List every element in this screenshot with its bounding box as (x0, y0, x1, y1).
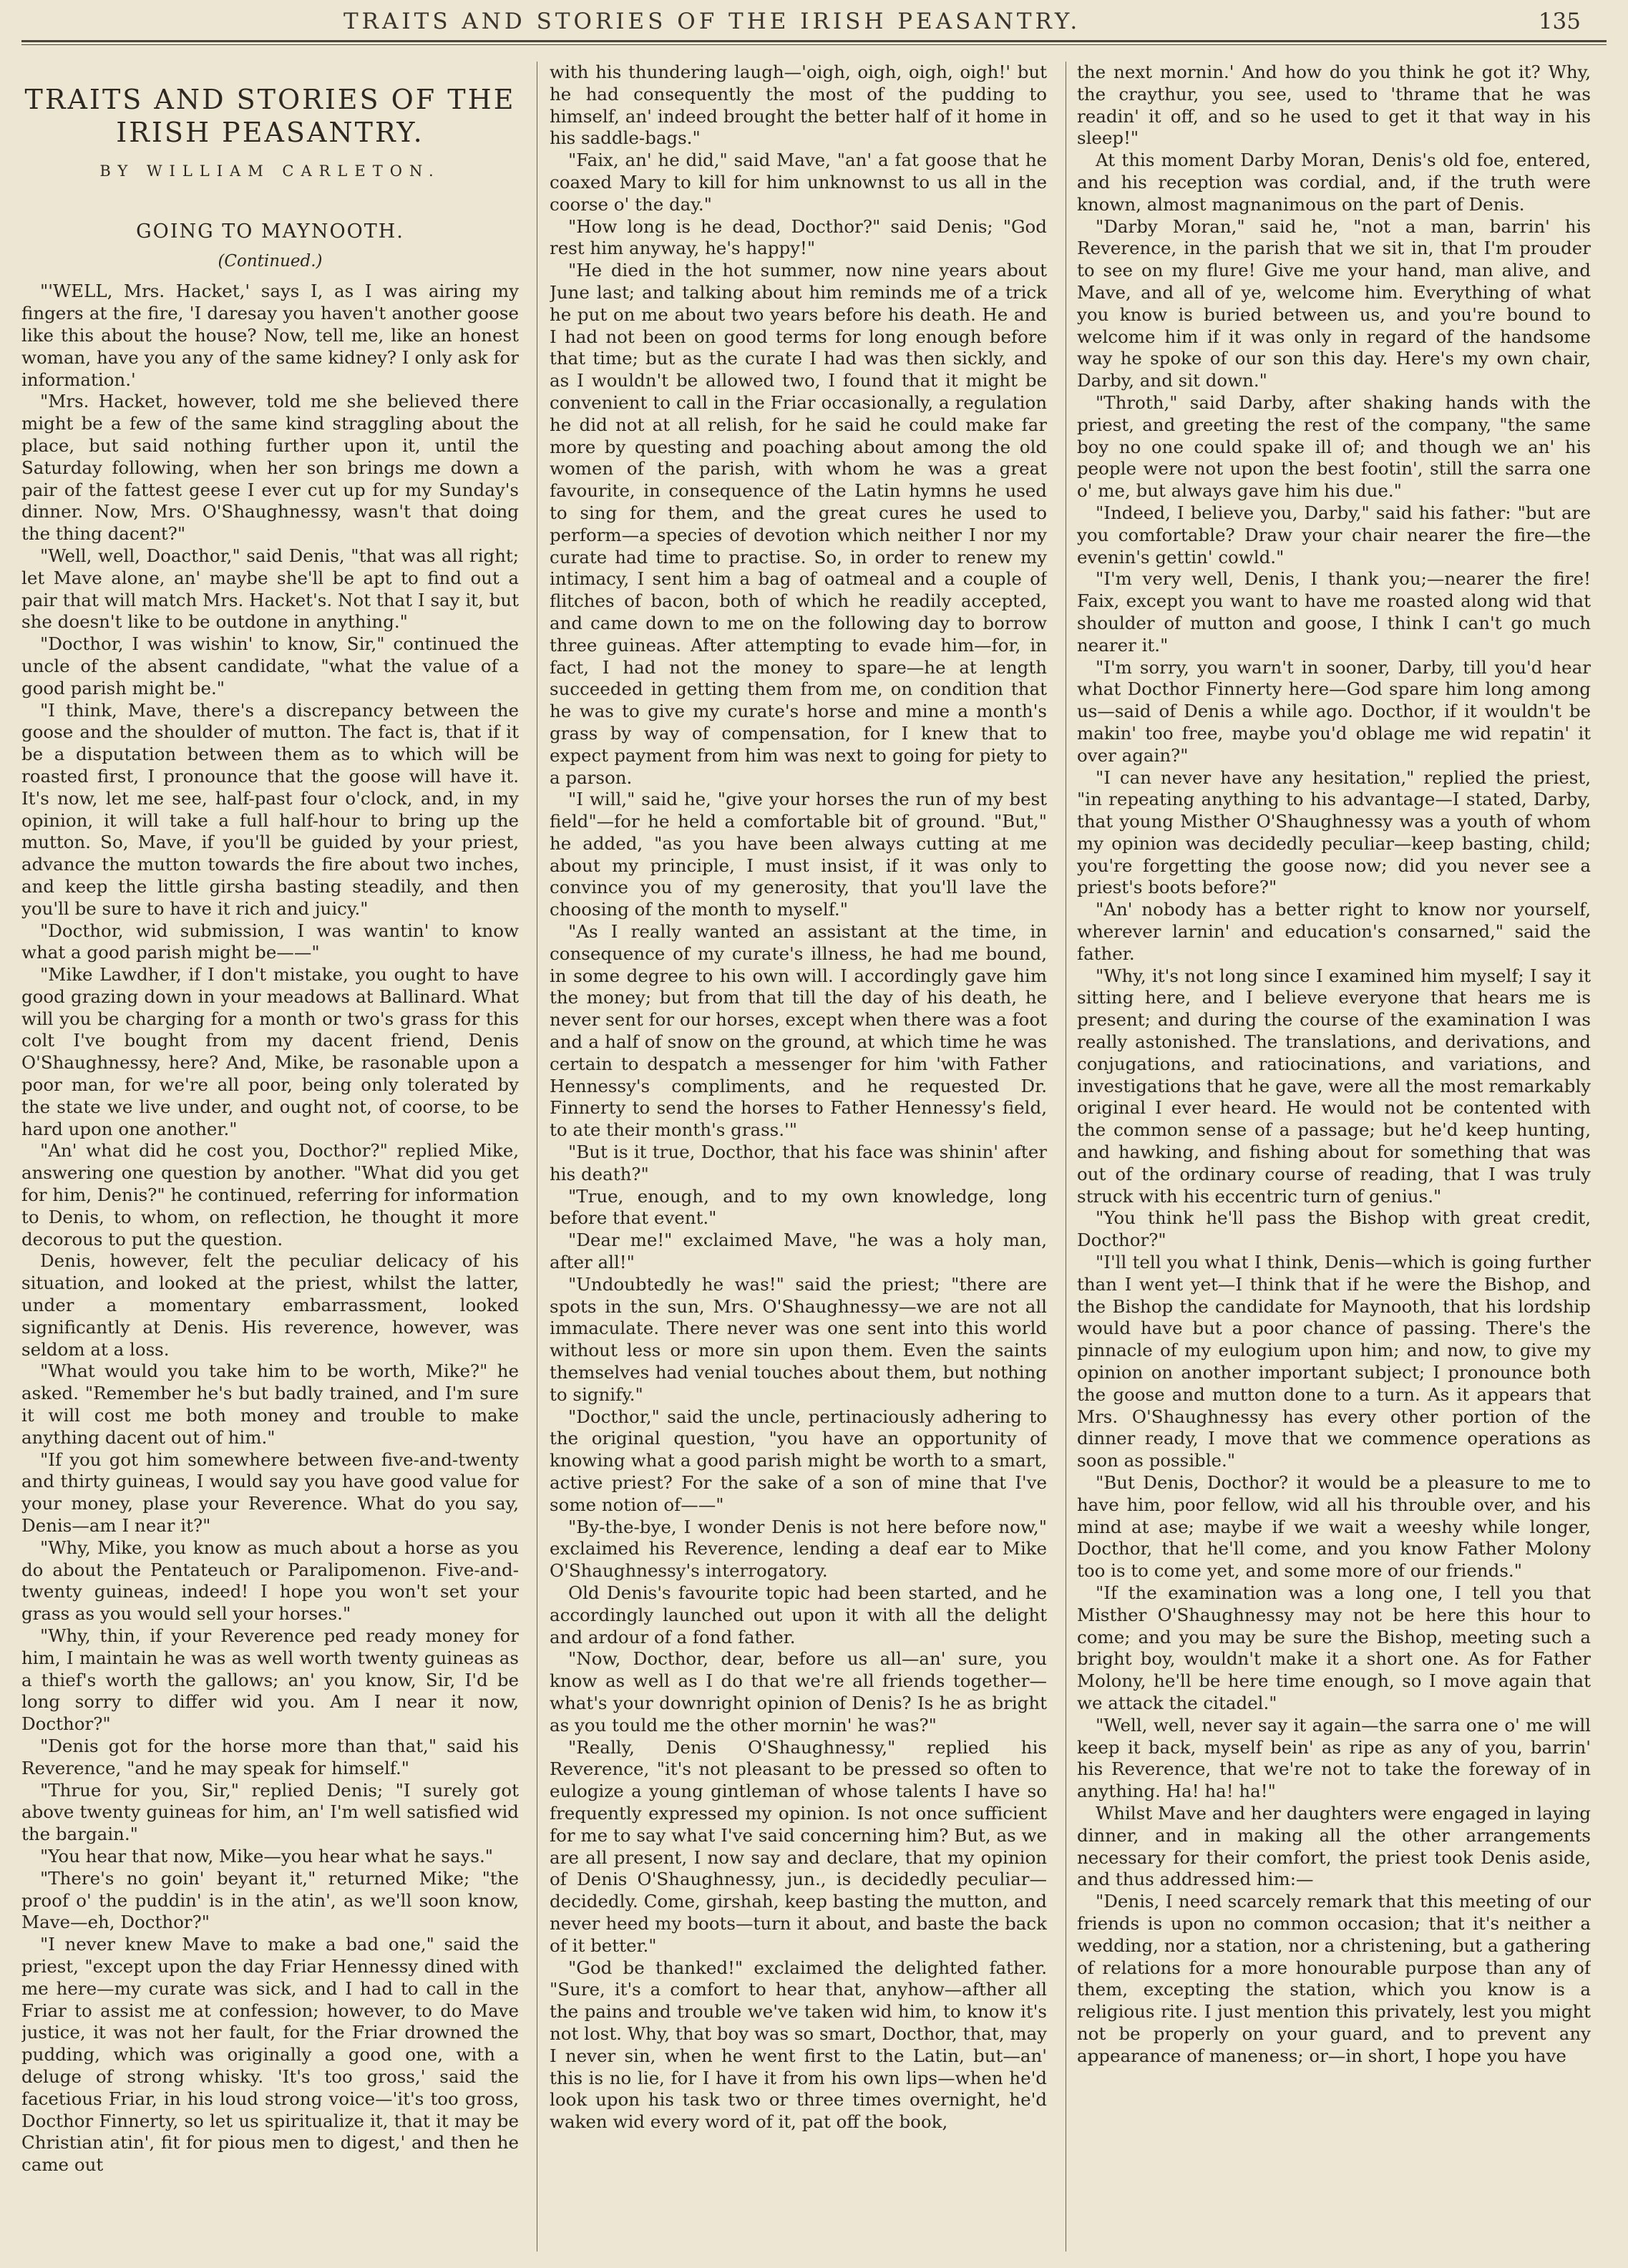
paragraph: "Undoubtedly he was!" said the priest; "there are spots in the sun, Mrs. O'Shaughnessy—we are not all immaculate. There never was one sent into this world without less or more sin upon them. Even the saints themselves had venial touches about them, but nothing to signify." (550, 1273, 1047, 1405)
paragraph: "Mike Lawdher, if I don't mistake, you ought to have good grazing down in your meadows at Ballinard. What will you be charging for a month or two's grass for this colt I've bought from my dacent friend, Denis O'Shaughnessy, here? And, Mike, be rasonable upon a poor man, for we're all poor, being only tolerated by the state we live under, and ought not, of coorse, to be hard upon one another." (21, 964, 519, 1139)
paragraph: "I'll tell you what I think, Denis—which is going further than I went yet—I think that if he were the Bishop, and the Bishop the candidate for Maynooth, that his lordship would have but a poor chance of passing. There's the pinnacle of my eulogium upon him; and now, to give my opinion on another important subject; I pronounce both the goose and mutton done to a turn. As it appears that Mrs. O'Shaughnessy has every other portion of the dinner ready, I move that we commence operations as soon as possible." (1077, 1252, 1591, 1471)
paragraph: Denis, however, felt the peculiar delicacy of his situation, and looked at the priest, whilst the latter, under a momentary embarrassment, looked significantly at Denis. His reverence, however, was seldom at a loss. (21, 1250, 519, 1360)
paragraph: Whilst Mave and her daughters were engaged in laying dinner, and in making all the other arrangements necessary for their comfort, the priest took Denis aside, and thus addressed him:— (1077, 1802, 1591, 1890)
column-3-text (1077, 62, 1591, 2068)
column-3 (1077, 62, 1591, 2252)
paragraph: "Throth," said Darby, after shaking hands with the priest, and greeting the rest of the company, "the same boy no one could spake ill of; and though we an' his people were not upon the best footin', still the sarra one o' me, but always gave him his due." (1077, 391, 1591, 502)
paragraph: "An' what did he cost you, Docthor?" replied Mike, answering one question by another. "What did you get for him, Denis?" he continued, referring for information to Denis, to whom, on reflection, he thought it more decorous to put the question. (21, 1140, 519, 1250)
section-title: GOING TO MAYNOOTH. (136, 220, 404, 243)
continued-note: (Continued.) (218, 251, 323, 271)
paragraph: "I'm very well, Denis, I thank you;—nearer the fire! Faix, except you want to have me roasted along wid that shoulder of mutton and goose, I think I can't go much nearer it." (1077, 568, 1591, 656)
paragraph: At this moment Darby Moran, Denis's old foe, entered, and his reception was cordial, and, if the truth were known, almost magnanimous on the part of Denis. (1077, 150, 1591, 215)
paragraph: "You hear that now, Mike—you hear what he says." (40, 1845, 494, 1867)
paragraph: "By-the-bye, I wonder Denis is not here before now," exclaimed his Reverence, lending a deaf ear to Mike O'Shaughnessy's interrogatory. (550, 1516, 1047, 1582)
paragraph: "God be thanked!" exclaimed the delighted father. "Sure, it's a comfort to hear that, anyhow—afther all the pains and trouble we've taken wid him, to know it's not lost. Why, that boy was so smart, Docthor, that, may I never sin, when he went first to the Latin, but—an' this is no lie, for I have it from his own lips—when he'd look upon his task two or three times overnight, he'd waken wid every word of it, pat off the book, (550, 1957, 1047, 2133)
paragraph: Old Denis's favourite topic had been started, and he accordingly launched out upon it with all the delight and ardour of a fond father. (550, 1582, 1047, 1648)
paragraph: "Well, well, never say it again—the sarra one o' me will keep it back, myself bein' as ripe as any of you, barrin' his Reverence, that we're not to take the foreway of in anything. Ha! ha! ha!" (1077, 1714, 1591, 1802)
header-rule-thin (21, 44, 1607, 45)
paragraph: "Well, well, Doacthor," said Denis, "that was all right; let Mave alone, an' maybe she'll be apt to find out a pair that will match Mrs. Hacket's. Not that I say it, but she doesn't like to be outdone in anything." (21, 545, 519, 633)
paragraph: "I think, Mave, there's a discrepancy between the goose and the shoulder of mutton. The fact is, that if it be a disputation between them as to which will be roasted first, I pronounce that the goose will have it. It's now, let me see, half-past four o'clock, and, in my opinion, it will take a full half-hour to bring up the mutton. So, Mave, if you'll be guided by your priest, advance the mutton towards the fire about two inches, and keep the little girsha basting steadily, and then you'll be sure to have it rich and juicy." (21, 699, 519, 919)
column-1-text (21, 281, 519, 2176)
column-1 (21, 62, 519, 2252)
paragraph: "'WELL, Mrs. Hacket,' says I, as I was airing my fingers at the fire, 'I daresay you haven't another goose like this about the house? Now, tell me, like an honest woman, have you any of the same kidney? I only ask for information.' (21, 281, 519, 390)
paragraph: "Denis, I need scarcely remark that this meeting of our friends is upon no common occasion; that it's neither a wedding, nor a station, nor a christening, but a gathering of relations for a more honourable purpose than any of them, excepting the station, which you know is a religious rite. I just mention this privately, lest you might not be properly on your guard, and to prevent any appearance of maneness; or—in short, I hope you have (1077, 1891, 1591, 2066)
column-2-text (550, 62, 1047, 2133)
paragraph: "What would you take him to be worth, Mike?" he asked. "Remember he's but badly trained, and I'm sure it will cost me both money and trouble to make anything dacent out of him." (21, 1361, 519, 1448)
paragraph: "But Denis, Docthor? it would be a pleasure to me to have him, poor fellow, wid all his throuble over, and his mind at ase; maybe if we wait a weeshy while longer, Docthor, that he'll come, and you know Father Molony too is to come yet, and some more of our friends." (1077, 1472, 1591, 1582)
paragraph: "Mrs. Hacket, however, told me she believed there might be a few of the same kind straggling about the place, but said nothing further upon it, until the Saturday following, when her son brings me down a pair of the fattest geese I ever cut up for my Sunday's dinner. Now, Mrs. O'Shaughnessy, wasn't that doing the thing dacent?" (21, 391, 519, 545)
paragraph: "If you got him somewhere between five-and-twenty and thirty guineas, I would say you have good value for your money, plase your Reverence. What do you say, Denis—am I near it?" (21, 1449, 519, 1537)
article-title: TRAITS AND STORIES OF THE IRISH PEASANTRY. (24, 84, 516, 148)
paragraph: "How long is he dead, Docthor?" said Denis; "God rest him anyway, he's happy!" (550, 215, 1047, 259)
paragraph: "An' nobody has a better right to know nor yourself, wherever larnin' and education's consarned," said the father. (1077, 899, 1591, 964)
paragraph: "Denis got for the horse more than that," said his Reverence, "and he may speak for himself." (21, 1735, 519, 1778)
paragraph: "I can never have any hesitation," replied the priest, "in repeating anything to his advantage—I stated, Darby, that young Misther O'Shaughnessy was a youth of whom my opinion was decidedly peculiar—keep basting, child; you're forgetting the goose now; did you never see a priest's boots before?" (1077, 766, 1591, 898)
paragraph: "Really, Denis O'Shaughnessy," replied his Reverence, "it's not pleasant to be pressed so often to eulogize a young gintleman of whose talents I have so frequently expressed my opinion. Is not once sufficient for me to say what I've said concerning him? But, as we are all present, I now say and declare, that my opinion of Denis O'Shaughnessy, jun., is decidedly peculiar—decidedly. Come, girshah, keep basting the mutton, and never heed my boots—turn it about, and baste the back of it better." (550, 1736, 1047, 1956)
paragraph: "True, enough, and to my own knowledge, long before that event." (550, 1185, 1047, 1229)
paragraph: "Why, it's not long since I examined him myself; I say it sitting here, and I believe everyone that hears me is present; and during the course of the examination I was really astonished. The translations, and derivations, and conjugations, and ratiocinations, and variations, and investigations that he gave, were all the most remarkably original I ever heard. He would not be contented with the common sense of a passage; but he'd keep hunting, and hawking, and fishing about for something that was out of the ordinary course of reading, that I was truly struck with his eccentric turn of genius." (1077, 965, 1591, 1207)
paragraph: "Why, Mike, you know as much about a horse as you do about the Pentateuch or Paralipomenon. Five-and-twenty guineas, indeed! I hope you won't set your grass as you would sell your horses." (21, 1537, 519, 1625)
paragraph: "Dear me!" exclaimed Mave, "he was a holy man, after all!" (550, 1230, 1047, 1273)
paragraph: "Docthor, wid submission, I was wantin' to know what a good parish might be——" (21, 920, 519, 963)
page-number: 135 (1538, 9, 1581, 34)
paragraph: "Indeed, I believe you, Darby," said his father: "but are you comfortable? Draw your chair nearer the fire—the evenin's gettin' cowld." (1077, 502, 1591, 568)
paragraph: "Thrue for you, Sir," replied Denis; "I surely got above twenty guineas for him, an' I'm well satisfied wid the bargain." (21, 1779, 519, 1845)
running-head (0, 7, 1628, 37)
running-title: TRAITS AND STORIES OF THE IRISH PEASANTRY. (343, 9, 1081, 34)
paragraph: "There's no goin' beyant it," returned Mike; "the proof o' the puddin' is in the atin', as we'll soon know, Mave—eh, Docthor?" (21, 1867, 519, 1933)
paragraph: "But is it true, Docthor, that his face was shinin' after his death?" (550, 1142, 1047, 1184)
paragraph: "I will," said he, "give your horses the run of my best field"—for he held a comfortable bit of ground. "But," he added, "as you have been always cutting at me about my principle, I must insist, if it was only to convince you of my generosity, that you'll lave the choosing of the month to myself." (550, 789, 1047, 920)
paragraph: "He died in the hot summer, now nine years about June last; and talking about him reminds me of a trick he put on me about two years before his death. He and I had not been on good terms for long enough before that time; but as the curate I had was then sickly, and as I wouldn't be allowed two, I found that it might be convenient to call in the Friar occasionally, a regulation he did not at all relish, for he said he could make far more by questing and poaching about among the old women of the parish, with whom he was a great favourite, in consequence of the Latin hymns he used to sing for them, and the great cures he used to perform—a species of devotion which neither I nor my curate had time to practise. So, in order to renew my intimacy, I sent him a bag of oatmeal and a couple of flitches of bacon, both of which he readily accepted, and came down to me on the following day to borrow three guineas. After attempting to evade him—for, in fact, I had not the money to spare—he at length succeeded in getting them from me, on condition that he was to give my curate's horse and mine a month's grass by way of compensation, for I knew that to expect payment from him was next to going for piety to a parson. (550, 260, 1047, 788)
paragraph: "I never knew Mave to make a bad one," said the priest, "except upon the day Friar Hennessy dined with me here—my curate was sick, and I had to call in the Friar to assist me at confession; however, to do Mave justice, it was not her fault, for the Friar drowned the pudding, which was originally a good one, with a deluge of strong whisky. 'It's too gross,' said the facetious Friar, in his loud strong voice—'it's too gross, Docthor Finnerty, so let us spiritualize it, that it may be Christian atin', fit for pious men to digest,' and then he came out (21, 1934, 519, 2176)
header-rule (21, 40, 1607, 42)
paragraph: "Docthor, I was wishin' to know, Sir," continued the uncle of the absent candidate, "what the value of a good parish might be." (21, 633, 519, 699)
paragraph: "Now, Docthor, dear, before us all—an' sure, you know as well as I do that we're all friends together—what's your downright opinion of Denis? Is he as bright as you tould me the other mornin' he was?" (550, 1648, 1047, 1736)
paragraph: "If the examination was a long one, I tell you that Misther O'Shaughnessy may not be here this hour to come; and you may be sure the Bishop, meeting such a bright boy, wouldn't make it a short one. As for Father Molony, he'll be here time enough, so I move again that we attack the citadel." (1077, 1582, 1591, 1713)
paragraph: "I'm sorry, you warn't in sooner, Darby, till you'd hear what Docthor Finnerty here—God spare him long among us—said of Denis a while ago. Docthor, if it wouldn't be makin' too free, maybe you'd oblage me wid repatin' it over again?" (1077, 656, 1591, 766)
paragraph: "You think he'll pass the Bishop with great credit, Docthor?" (1077, 1207, 1591, 1251)
paragraph: "Darby Moran," said he, "not a man, barrin' his Reverence, in the parish that we sit in, that I'm prouder to see on my flure! Give me your hand, man alive, and Mave, and all of ye, welcome him. Everything of what you know is buried between us, and you're bound to welcome him if it was only in regard of the handsome way he spoke of our son this day. Here's my own chair, Darby, and sit down." (1077, 215, 1591, 391)
column-2 (550, 62, 1047, 2252)
paragraph: "As I really wanted an assistant at the time, in consequence of my curate's illness, he had me bound, in some degree to his own will. I accordingly gave him the money; but from that till the day of his death, he never sent for our horses, except when there was a foot and a half of snow on the ground, at which time he was certain to despatch a messenger for him 'with Father Hennessy's compliments, and he requested Dr. Finnerty to send the horses to Father Hennessy's field, to ate their month's grass.'" (550, 921, 1047, 1141)
paragraph: "Faix, an' he did," said Mave, "an' a fat goose that he coaxed Mary to kill for him unknownst to us all in the coorse o' the day." (550, 150, 1047, 215)
paragraph: with his thundering laugh—'oigh, oigh, oigh, oigh!' but he had consequently the most of the pudding to himself, an' indeed brought the better half of it home in his saddle-bags." (550, 62, 1047, 149)
paragraph: "Docthor," said the uncle, pertinaciously adhering to the original question, "you have an opportunity of knowing what a good parish might be worth to a smart, active priest? For the sake of a son of mine that I've some notion of——" (550, 1406, 1047, 1515)
byline: BY WILLIAM CARLETON. (99, 162, 441, 180)
paragraph: "Why, thin, if your Reverence ped ready money for him, I maintain he was as well worth twenty guineas as a thief's worth the gallows; an' you know, Sir, I'd be long sorry to differ wid you. Am I near it now, Docthor?" (21, 1625, 519, 1735)
paragraph: the next mornin.' And how do you think he got it? Why, the craythur, you see, used to 'thrame that he was readin' it off, and so he used to get it that way in his sleep!" (1077, 62, 1591, 149)
